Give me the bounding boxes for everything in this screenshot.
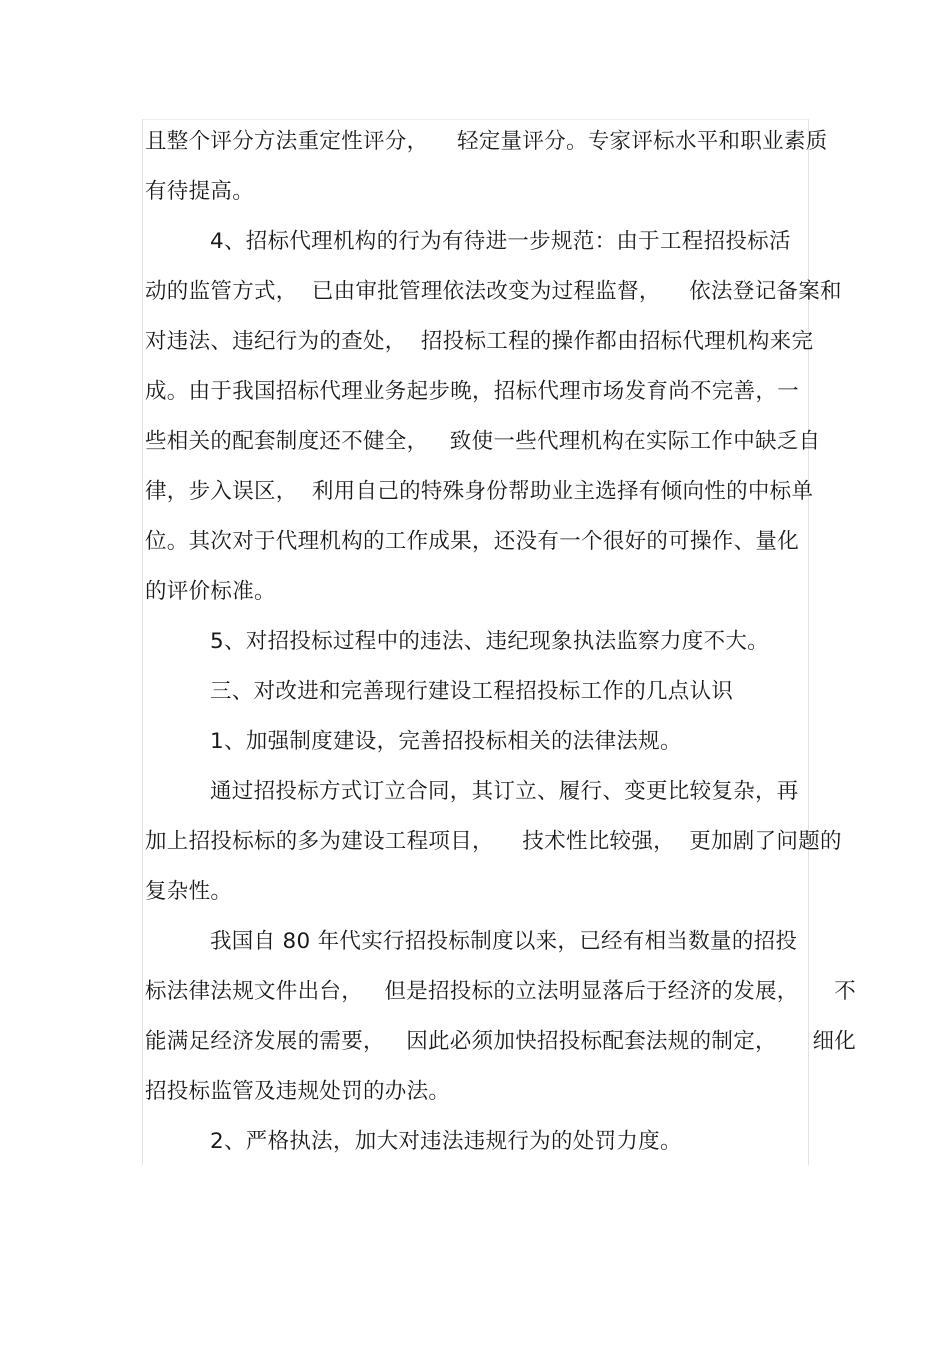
- text-line: 位。其次对于代理机构的工作成果，还没有一个很好的可操作、量化: [145, 529, 800, 554]
- paragraph-heading: 4、招标代理机构的行为有待进一步规范：由于工程招投标活: [210, 229, 791, 254]
- paragraph-heading: 5、对招投标过程中的违法、违纪现象执法监察力度不大。: [210, 629, 769, 654]
- text-line: 动的监管方式， 已由审批管理依法改变为过程监督， 依法登记备案和: [145, 279, 842, 304]
- text-line: 律，步入误区， 利用自己的特殊身份帮助业主选择有倾向性的中标单: [145, 479, 814, 504]
- text-line: 通过招投标方式订立合同，其订立、履行、变更比较复杂，再: [210, 779, 799, 804]
- paragraph-heading: 1、加强制度建设，完善招投标相关的法律法规。: [210, 729, 682, 754]
- paragraph-heading: 2、严格执法，加大对违法违规行为的处罚力度。: [210, 1129, 682, 1154]
- text-line: 的评价标准。: [145, 579, 276, 604]
- text-line: 标法律法规文件出台， 但是招投标的立法明显落后于经济的发展， 不: [145, 979, 857, 1004]
- text-line: 能满足经济发展的需要， 因此必须加快招投标配套法规的制定， 细化: [145, 1029, 857, 1054]
- text-line: 加上招投标标的多为建设工程项目， 技术性比较强， 更加剧了问题的: [145, 829, 842, 854]
- text-line: 成。由于我国招标代理业务起步晚，招标代理市场发育尚不完善，一: [145, 379, 800, 404]
- section-heading: 三、对改进和完善现行建设工程招投标工作的几点认识: [210, 679, 734, 704]
- text-line: 复杂性。: [145, 879, 233, 904]
- text-line: 且整个评分方法重定性评分， 轻定量评分。专家评标水平和职业素质: [145, 129, 828, 154]
- text-line: 有待提高。: [145, 179, 255, 204]
- text-line: 对违法、违纪行为的查处， 招投标工程的操作都由招标代理机构来完: [145, 329, 814, 354]
- text-line: 我国自 80 年代实行招投标制度以来，已经有相当数量的招投: [210, 929, 798, 954]
- text-line: 些相关的配套制度还不健全， 致使一些代理机构在实际工作中缺乏自: [145, 429, 821, 454]
- text-line: 招投标监管及违规处罚的办法。: [145, 1079, 451, 1104]
